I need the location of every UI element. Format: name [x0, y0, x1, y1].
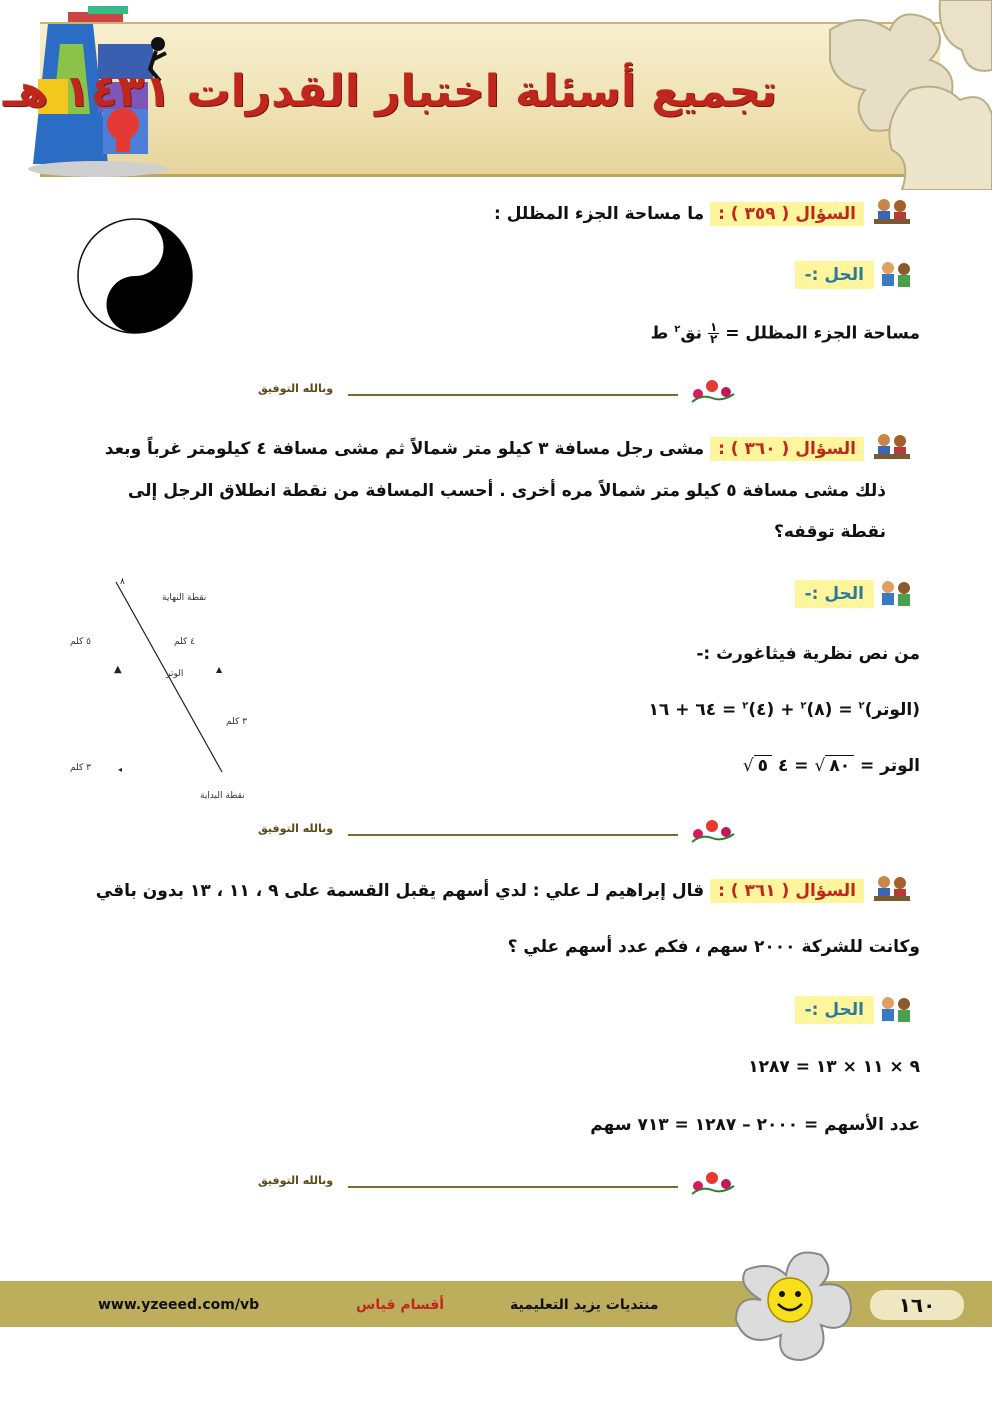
fraction: [708, 322, 719, 345]
eq-hyp: (الوتر): [864, 700, 920, 720]
smiley-puzzle-icon: [726, 1240, 856, 1365]
fraction-denominator: ٢: [709, 332, 718, 346]
question-text-line2: ذلك مشى مسافة ٥ كيلو متر شمالاً مره أخرى . أحسب المسافة من نقطة انطلاق الرجل إلى: [127, 481, 886, 501]
solution-360: [795, 580, 874, 608]
question-text-line1: قال إبراهيم لـ علي : لدي أسهم يقبل القسمة على ٩ ، ١١ ، ١٣ بدون باقي: [95, 881, 705, 901]
footer-section: أقسام قياس: [356, 1297, 445, 1313]
separator: [258, 1168, 738, 1198]
km3-label-right: ٣ كلم: [226, 717, 247, 727]
question-text-line1: مشى رجل مسافة ٣ كيلو متر شمالاً ثم مشى مسافة ٤ كيلومتر غرباً وبعد: [104, 439, 705, 459]
superscript: ٢: [674, 323, 681, 335]
question-label: السؤال ( ٣٦٠ ) :: [710, 437, 864, 461]
km4-label: ٤ كلم: [174, 637, 195, 647]
flowers-icon: [686, 1168, 738, 1198]
svg-text:▲: ▲: [216, 665, 223, 674]
student-icon: [872, 197, 912, 227]
separator-line: [348, 394, 678, 396]
separator-text: وبالله التوفيق: [258, 1174, 334, 1187]
question-text-line2: وكانت للشركة ٢٠٠٠ سهم ، فكم عدد أسهم علي ؟: [507, 937, 920, 957]
flowers-icon: [686, 816, 738, 846]
people-icon: [876, 259, 916, 289]
km5-label: ٥ كلم: [70, 637, 91, 647]
superscript: ٢: [742, 700, 749, 712]
separator: [258, 376, 738, 406]
pythagoras-equation: [649, 700, 920, 720]
question-359: [494, 202, 864, 226]
path-diagram: [66, 576, 266, 806]
question-360: [105, 437, 864, 461]
solution-label: الحل :-: [795, 580, 874, 608]
radius-symbol: نق: [680, 323, 703, 344]
question-label: السؤال ( ٣٦١ ) :: [710, 879, 864, 903]
separator-text: وبالله التوفيق: [258, 382, 334, 395]
hypotenuse-label: الوتر: [166, 669, 184, 679]
eq-result: = ٦٤ + ١٦: [648, 700, 737, 720]
question-361: [96, 879, 864, 903]
question-text-line3: نقطة توقفه؟: [774, 522, 886, 542]
solution-359: [795, 261, 874, 289]
people-icon: [876, 578, 916, 608]
separator-line: [348, 834, 678, 836]
root-5: ٥: [754, 755, 772, 776]
answer-prefix: مساحة الجزء المظلل =: [725, 323, 920, 344]
answer-359: [651, 322, 920, 345]
separator-line: [348, 1186, 678, 1188]
root-80: ٨٠: [825, 755, 854, 776]
solution-label: الحل :-: [795, 261, 874, 289]
flowers-icon: [686, 376, 738, 406]
solution-361: [795, 996, 874, 1024]
footer-url[interactable]: www.yzeeed.com/vb: [98, 1297, 260, 1313]
eq-term-4: + (٤): [748, 700, 795, 720]
root-equation: الوتر = ٨٠√ = ٤ ٥√: [742, 756, 920, 776]
separator: [258, 816, 738, 846]
people-icon: [876, 994, 916, 1024]
page-header: [0, 0, 992, 190]
root-mid: = ٤: [777, 756, 809, 776]
page-title: تجميع أسئلة اختبار القدرات ١٤٣١ هـ: [2, 66, 777, 117]
superscript: ٢: [800, 700, 807, 712]
end-point-label: نقطة النهاية: [162, 593, 207, 603]
question-label: السؤال ( ٣٥٩ ) :: [710, 202, 864, 226]
puzzle-pieces-decoration: [790, 0, 992, 190]
km3-label-left: ٣ كلم: [70, 763, 91, 773]
root-prefix: الوتر =: [860, 756, 920, 776]
theorem-line: من نص نظرية فيثاغورث :-: [696, 644, 920, 664]
footer-forum: منتديات يزيد التعليمية: [510, 1297, 659, 1313]
fraction-numerator: ١: [709, 320, 718, 334]
start-point-label: نقطة البداية: [200, 791, 245, 801]
svg-text:◂: ◂: [118, 765, 123, 774]
svg-text:▲: ▲: [114, 664, 122, 675]
superscript: ٢: [858, 700, 865, 712]
svg-text:۸: ۸: [120, 577, 125, 587]
calc-line-2: عدد الأسهم = ٢٠٠٠ – ١٢٨٧ = ٧١٣ سهم: [590, 1115, 920, 1135]
page-number: ١٦٠: [870, 1290, 964, 1320]
question-text: ما مساحة الجزء المظلل :: [494, 204, 705, 224]
student-icon: [872, 432, 912, 462]
shaded-circle-figure: [74, 218, 196, 334]
eq-term-8: = (٨): [806, 700, 853, 720]
separator-text: وبالله التوفيق: [258, 822, 334, 835]
pi-symbol: ط: [650, 323, 669, 344]
student-icon: [872, 874, 912, 904]
solution-label: الحل :-: [795, 996, 874, 1024]
calc-line-1: ٩ × ١١ × ١٣ = ١٢٨٧: [748, 1057, 920, 1077]
